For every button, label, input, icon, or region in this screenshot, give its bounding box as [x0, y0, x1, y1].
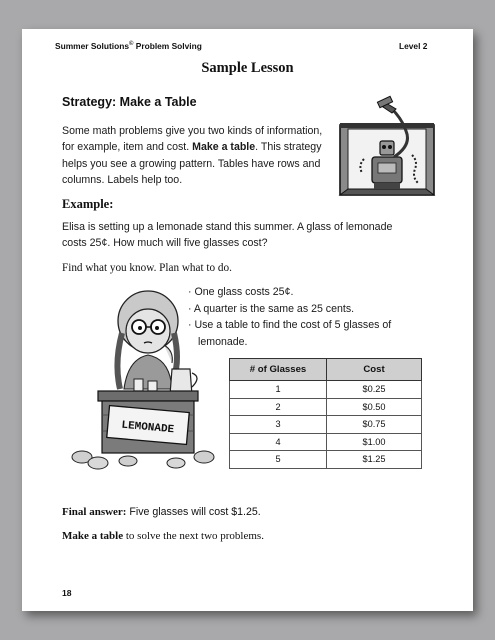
glasses-cell: 3 — [230, 416, 327, 434]
list-item: · Use a table to find the cost of 5 glasses of lemonade. — [188, 319, 392, 348]
worksheet-page — [22, 29, 473, 611]
final-answer: Final answer: Five glasses will cost $1.25. — [62, 506, 261, 518]
table-row — [230, 381, 422, 399]
cost-cell: $1.25 — [327, 451, 422, 469]
list-item: · One glass costs 25¢. — [188, 286, 294, 298]
known-facts-list — [188, 284, 438, 350]
table-row — [230, 433, 422, 451]
level-label: Level 2 — [399, 41, 428, 51]
strategy-heading: Strategy: Make a Table — [62, 95, 197, 109]
cost-cell: $0.25 — [327, 381, 422, 399]
plan-text: Find what you know. Plan what to do. — [62, 262, 232, 274]
glasses-cell: 2 — [230, 398, 327, 416]
page-title: Sample Lesson — [201, 60, 294, 76]
table-row — [230, 398, 422, 416]
table-row — [230, 451, 422, 469]
column-header-glasses: # of Glasses — [230, 359, 327, 381]
example-heading: Example: — [62, 197, 114, 211]
book-title: Summer Solutions© Problem Solving — [55, 41, 202, 51]
sign-text: LEMONADE — [120, 419, 175, 437]
problem-text: Elisa is setting up a lemonade stand this summer. A glass of lemonade costs 25¢. How much will five glasses cost? — [62, 221, 393, 250]
list-item: · A quarter is the same as 25 cents. — [188, 302, 355, 315]
closing-instruction: Make a table to solve the next two problems. — [62, 530, 264, 542]
column-header-cost: Cost — [327, 359, 422, 381]
cost-cell: $0.50 — [327, 398, 422, 416]
table-row — [230, 416, 422, 434]
table-header-row — [230, 359, 422, 381]
intro-paragraph: Some math problems give you two kinds of information, for example, item and cost. Make a table. This strategy helps you see a growing pattern. Tables have rows and columns. Labels help too. — [62, 125, 323, 187]
glasses-cell: 1 — [230, 381, 327, 399]
page-number: 18 — [62, 588, 72, 598]
glasses-cost-table — [229, 358, 422, 469]
glasses-cell: 5 — [230, 451, 327, 469]
cost-cell: $0.75 — [327, 416, 422, 434]
robot-illustration — [334, 95, 440, 205]
glasses-cell: 4 — [230, 433, 327, 451]
cost-cell: $1.00 — [327, 433, 422, 451]
